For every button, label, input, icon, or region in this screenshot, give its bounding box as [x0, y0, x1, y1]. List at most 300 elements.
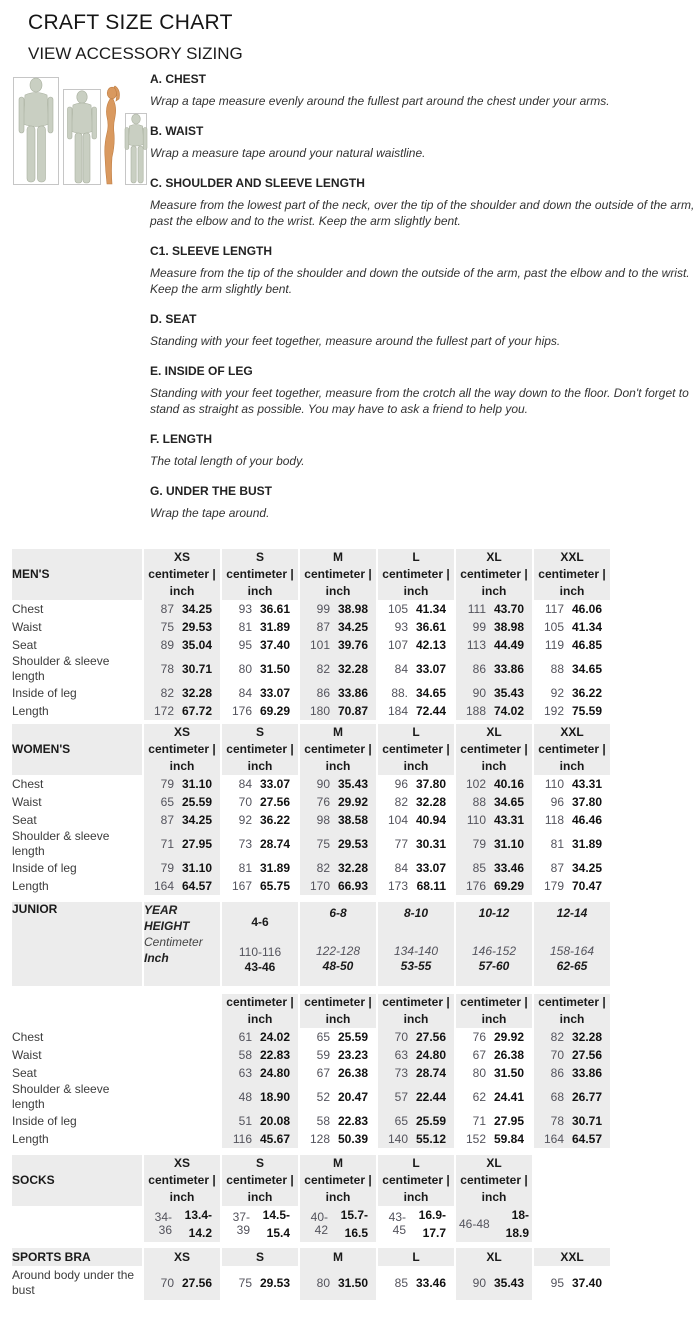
inch-value: 69.29 [259, 704, 290, 718]
unit-column-header [456, 994, 532, 1028]
cm-value: 40-42 [310, 1210, 328, 1237]
measurement-pair [378, 684, 454, 702]
cm-value: 90 [472, 686, 486, 700]
size-label: M [333, 1156, 343, 1170]
measurement-cell [378, 684, 454, 702]
measurement-cell [222, 1046, 298, 1064]
cm-value: 51 [238, 1114, 252, 1128]
cm-value: 110 [544, 777, 564, 791]
measurement-cell [456, 1206, 532, 1242]
inch-value: 29.92 [337, 795, 368, 809]
inch-value: 45.67 [259, 1132, 290, 1146]
measurement-cell [222, 859, 298, 877]
cm-value: 65 [160, 795, 174, 809]
guide-section-heading: B. WAIST [150, 124, 204, 138]
year-column-header [300, 902, 376, 986]
inch-value: 32.28 [337, 662, 368, 676]
measurement-pair [456, 1274, 532, 1292]
measurement-pair [378, 636, 454, 654]
size-label: XS [173, 725, 190, 739]
measurement-cell [456, 1082, 532, 1112]
measurement-cell [378, 1266, 454, 1300]
cm-value: 84 [238, 686, 252, 700]
measurement-pair [456, 835, 532, 853]
inch-value: 31.10 [181, 861, 212, 875]
cm-value: 80 [472, 1066, 486, 1080]
table-row [12, 775, 610, 793]
measurement-pair [534, 793, 610, 811]
measurement-pair [378, 775, 454, 793]
axis-label: HEIGHT [144, 919, 190, 933]
measurement-pair [144, 835, 220, 853]
inch-value: 36.61 [259, 602, 290, 616]
measurement-cell [378, 1028, 454, 1046]
measurement-pair [300, 636, 376, 654]
cm-value: 75 [238, 1276, 252, 1290]
cm-value: 62 [472, 1090, 486, 1104]
unit-inch-label: inch [403, 1190, 429, 1204]
measurement-cell [144, 654, 220, 684]
table-row [12, 600, 610, 618]
measurement-cell [534, 1046, 610, 1064]
inch-value: 18-18.9 [505, 1208, 529, 1240]
size-label: XS [173, 550, 190, 564]
cm-value: 88. [391, 686, 408, 700]
measurement-pair [378, 1088, 454, 1106]
unit-inch-label: inch [169, 759, 195, 773]
unit-column-header [222, 994, 298, 1028]
measurement-cell [378, 702, 454, 720]
guide-section-heading: C1. SLEEVE LENGTH [150, 244, 273, 258]
unit-inch-label: inch [559, 584, 585, 598]
unit-inch-label: inch [559, 759, 585, 773]
table-row [12, 654, 610, 684]
cm-value: 99 [472, 620, 486, 634]
cm-value: 79 [160, 861, 174, 875]
size-column-header [456, 724, 532, 775]
measurement-cell [144, 877, 220, 895]
measurement-pair [378, 1112, 454, 1130]
measurement-pair [378, 877, 454, 895]
measurement-cell [378, 600, 454, 618]
measurement-cell [222, 829, 298, 859]
measurement-pair [534, 660, 610, 678]
cm-value: 82 [160, 686, 174, 700]
unit-inch-label: inch [169, 1190, 195, 1204]
measurement-pair [300, 702, 376, 720]
unit-cm-label: centimeter | [460, 1173, 528, 1187]
measurement-pair [456, 660, 532, 678]
measurement-pair [144, 793, 220, 811]
row-label: Waist [12, 1047, 42, 1062]
inch-value: 22.83 [259, 1048, 290, 1062]
inch-value: 36.22 [571, 686, 602, 700]
inch-value: 41.34 [571, 620, 602, 634]
measurement-cell [534, 793, 610, 811]
unit-cm-label: centimeter | [226, 742, 294, 756]
row-label: Seat [12, 812, 37, 827]
inch-value: 69.29 [493, 879, 524, 893]
measurement-pair [378, 811, 454, 829]
measurement-pair [456, 1206, 532, 1242]
measurement-pair [222, 636, 298, 654]
height-inch-range: 62-65 [556, 959, 588, 973]
measurement-pair [144, 877, 220, 895]
cm-value: 88 [472, 795, 486, 809]
unit-cm-label: centimeter | [226, 995, 294, 1009]
measurement-pair [456, 859, 532, 877]
cm-value: 37-39 [232, 1210, 250, 1237]
table-row [12, 1082, 610, 1112]
measurement-cell [378, 636, 454, 654]
measurement-cell [144, 793, 220, 811]
table-title: JUNIOR [12, 902, 142, 986]
inch-value: 29.92 [493, 1030, 524, 1044]
size-label: S [255, 1156, 264, 1170]
cm-value: 180 [309, 704, 330, 718]
size-label: XL [486, 725, 502, 739]
measurement-cell [300, 859, 376, 877]
cm-value: 77 [394, 837, 408, 851]
view-accessory-sizing-link[interactable]: VIEW ACCESSORY SIZING [28, 44, 243, 63]
height-inch-range: 57-60 [478, 959, 510, 973]
size-label: M [333, 725, 343, 739]
cm-value: 170 [309, 879, 330, 893]
measurement-cell [456, 600, 532, 618]
cm-value: 61 [238, 1030, 252, 1044]
unit-cm-label: centimeter | [538, 567, 606, 581]
measurement-cell [456, 618, 532, 636]
table-row [12, 1064, 610, 1082]
measurement-cell [300, 636, 376, 654]
row-label: Shoulder & sleeve length [12, 829, 110, 858]
size-column-header [222, 724, 298, 775]
unit-cm-label: centimeter | [304, 567, 372, 581]
cm-value: 113 [466, 638, 486, 652]
cm-value: 78 [550, 1114, 564, 1128]
inch-value: 30.71 [571, 1114, 602, 1128]
measurement-pair [300, 1064, 376, 1082]
cm-value: 80 [316, 1276, 330, 1290]
measurement-pair [222, 859, 298, 877]
cm-value: 82 [550, 1030, 564, 1044]
inch-value: 26.77 [571, 1090, 602, 1104]
unit-cm-label: centimeter | [460, 567, 528, 581]
inch-value: 29.53 [259, 1276, 290, 1290]
measurement-cell [222, 600, 298, 618]
table-row [12, 1266, 610, 1300]
size-column-header: S [222, 1248, 298, 1266]
cm-value: 140 [387, 1132, 408, 1146]
guide-section-description: Standing with your feet together, measure around the fullest part of your hips. [150, 334, 561, 348]
table-title: SPORTS BRA [12, 1248, 142, 1266]
cm-value: 85 [394, 1276, 408, 1290]
unit-cm-label: centimeter | [226, 567, 294, 581]
measurement-pair [144, 660, 220, 678]
measurement-cell [534, 1112, 610, 1130]
measurement-pair [144, 636, 220, 654]
measurement-pair [378, 1130, 454, 1148]
measurement-cell [222, 775, 298, 793]
unit-column-header [378, 994, 454, 1028]
measurement-cell [144, 829, 220, 859]
cm-value: 184 [387, 704, 408, 718]
measurement-cell [378, 877, 454, 895]
axis-label: Inch [144, 951, 169, 965]
cm-value: 73 [394, 1066, 408, 1080]
inch-value: 43.31 [493, 813, 524, 827]
inch-value: 32.28 [415, 795, 446, 809]
inch-value: 31.10 [181, 777, 212, 791]
measurement-pair [300, 1130, 376, 1148]
measurement-pair [534, 877, 610, 895]
cm-value: 92 [550, 686, 564, 700]
measurement-pair [534, 618, 610, 636]
measurement-pair [300, 600, 376, 618]
measurement-pair [456, 618, 532, 636]
height-cm-range: 134-140 [393, 944, 439, 958]
measurement-cell [534, 829, 610, 859]
spacer-cell [144, 1064, 220, 1082]
inch-value: 34.25 [181, 813, 212, 827]
cm-value: 92 [238, 813, 252, 827]
cm-value: 86 [472, 662, 486, 676]
measurement-cell [222, 636, 298, 654]
measurement-cell [378, 829, 454, 859]
measurement-cell [300, 775, 376, 793]
inch-value: 31.89 [571, 837, 602, 851]
measurement-pair [222, 1028, 298, 1046]
inch-value: 25.59 [181, 795, 212, 809]
measurement-pair [300, 775, 376, 793]
row-label: Inside of leg [12, 685, 77, 700]
measurement-cell [378, 1206, 454, 1242]
header-row [12, 1248, 610, 1266]
measurement-pair [378, 600, 454, 618]
cm-value: 58 [238, 1048, 252, 1062]
size-label: L [412, 1156, 420, 1170]
inch-value: 14.5-15.4 [262, 1208, 290, 1240]
inch-value: 24.41 [493, 1090, 524, 1104]
measurement-cell [534, 1028, 610, 1046]
measurement-pair [534, 1112, 610, 1130]
measurement-cell [144, 859, 220, 877]
table-row [12, 811, 610, 829]
measurement-pair [534, 775, 610, 793]
inch-value: 20.47 [337, 1090, 368, 1104]
table-row [12, 702, 610, 720]
row-label: Inside of leg [12, 1113, 77, 1128]
inch-value: 22.83 [337, 1114, 368, 1128]
size-column-header [378, 549, 454, 600]
measurement-pair [222, 684, 298, 702]
measurement-cell [378, 859, 454, 877]
measurement-cell [456, 702, 532, 720]
size-column-header: M [300, 1248, 376, 1266]
inch-value: 55.12 [415, 1132, 446, 1146]
inch-value: 70.47 [571, 879, 602, 893]
measurement-cell [300, 600, 376, 618]
unit-column-header [534, 994, 610, 1028]
inch-value: 31.50 [259, 662, 290, 676]
inch-value: 64.57 [571, 1132, 602, 1146]
cm-value: 82 [316, 662, 330, 676]
year-range: 8-10 [403, 906, 429, 920]
inch-value: 27.56 [415, 1030, 446, 1044]
size-label: S [255, 725, 264, 739]
measurement-cell [222, 1130, 298, 1148]
inch-value: 75.59 [571, 704, 602, 718]
cm-value: 128 [309, 1132, 330, 1146]
measurement-pair [456, 600, 532, 618]
cm-value: 86 [316, 686, 330, 700]
cm-value: 102 [465, 777, 486, 791]
row-label: Length [12, 703, 49, 718]
guide-section-description: Measure from the tip of the shoulder and down the outside of the arm, past the elbow and to the wrist. Keep the arm slightly bent. [150, 266, 690, 296]
measurement-pair [378, 835, 454, 853]
measurement-guide [0, 72, 700, 521]
cm-value: 76 [316, 795, 330, 809]
inch-value: 44.49 [493, 638, 524, 652]
measurement-cell [378, 793, 454, 811]
spacer-cell [12, 994, 142, 1028]
inch-value: 28.74 [259, 837, 290, 851]
cm-value: 81 [238, 620, 252, 634]
spacer-cell [144, 994, 220, 1028]
size-label: M [333, 550, 343, 564]
guide-section-heading: D. SEAT [150, 312, 197, 326]
size-column-header [456, 549, 532, 600]
inch-value: 31.50 [493, 1066, 524, 1080]
cm-value: 87 [160, 602, 174, 616]
measurement-cell [378, 1130, 454, 1148]
inch-value: 24.02 [259, 1030, 290, 1044]
header-row [12, 549, 610, 600]
inch-value: 41.34 [415, 602, 446, 616]
table-title: SOCKS [12, 1155, 142, 1206]
cm-value: 80 [238, 662, 252, 676]
unit-cm-label: centimeter | [382, 742, 450, 756]
size-label: L [412, 725, 420, 739]
measurement-pair [144, 600, 220, 618]
cm-value: 70 [160, 1276, 174, 1290]
measurement-cell [378, 1046, 454, 1064]
size-label: XL [486, 550, 502, 564]
cm-value: 63 [394, 1048, 408, 1062]
inch-value: 37.40 [259, 638, 290, 652]
measurement-pair [534, 1046, 610, 1064]
measurement-cell [144, 811, 220, 829]
unit-inch-label: inch [325, 584, 351, 598]
cm-value: 58 [316, 1114, 330, 1128]
table-row [12, 1046, 610, 1064]
cm-value: 167 [231, 879, 252, 893]
measurement-cell [144, 1266, 220, 1300]
inch-value: 28.74 [415, 1066, 446, 1080]
row-label: Waist [12, 794, 42, 809]
unit-cm-label: centimeter | [382, 1173, 450, 1187]
measurement-pair [378, 1046, 454, 1064]
table-row [12, 859, 610, 877]
cm-value: 78 [160, 662, 174, 676]
measurement-pair [144, 775, 220, 793]
measurement-pair [534, 1088, 610, 1106]
measurement-cell [144, 775, 220, 793]
inch-value: 18.90 [259, 1090, 290, 1104]
cm-value: 34-36 [154, 1210, 172, 1237]
cm-value: 105 [543, 620, 564, 634]
inch-value: 38.98 [337, 602, 368, 616]
cm-value: 118 [544, 813, 564, 827]
measurement-cell [300, 654, 376, 684]
unit-cm-label: centimeter | [538, 995, 606, 1009]
spacer-cell [144, 1028, 220, 1046]
measurement-pair [144, 811, 220, 829]
cm-value: 96 [550, 795, 564, 809]
table-row [12, 793, 610, 811]
cm-value: 89 [160, 638, 174, 652]
measurement-cell [534, 1064, 610, 1082]
inch-value: 46.06 [571, 602, 602, 616]
inch-value: 24.80 [259, 1066, 290, 1080]
table-row [12, 618, 610, 636]
unit-cm-label: centimeter | [304, 742, 372, 756]
year-range: 12-14 [556, 906, 588, 920]
spacer-cell [144, 1112, 220, 1130]
inch-value: 25.59 [337, 1030, 368, 1044]
inch-value: 31.50 [337, 1276, 368, 1290]
row-label: Waist [12, 619, 42, 634]
size-column-header [300, 1155, 376, 1206]
cm-value: 104 [387, 813, 408, 827]
row-label [12, 1206, 142, 1242]
measurement-cell [222, 1028, 298, 1046]
unit-cm-label: centimeter | [382, 567, 450, 581]
measurement-cell [534, 775, 610, 793]
measurement-pair [300, 877, 376, 895]
unit-cm-label: centimeter | [226, 1173, 294, 1187]
measurement-cell [534, 1130, 610, 1148]
guide-section-heading: F. LENGTH [150, 432, 212, 446]
guide-section-description: The total length of your body. [150, 454, 305, 468]
year-range: 6-8 [329, 906, 347, 920]
measurement-cell [300, 684, 376, 702]
measurement-pair [222, 1274, 298, 1292]
size-label: L [412, 550, 420, 564]
measurement-cell [378, 618, 454, 636]
measurement-pair [378, 702, 454, 720]
size-column-header [222, 1155, 298, 1206]
unit-cm-label: centimeter | [460, 742, 528, 756]
row-label: Length [12, 1131, 49, 1146]
guide-section-heading: A. CHEST [150, 72, 207, 86]
cm-value: 96 [394, 777, 408, 791]
year-column-header [534, 902, 610, 986]
measurement-pair [222, 618, 298, 636]
measurement-pair [222, 1112, 298, 1130]
measurement-pair [300, 859, 376, 877]
unit-column-header [300, 994, 376, 1028]
measurement-cell [534, 636, 610, 654]
unit-inch-label: inch [247, 1190, 273, 1204]
inch-value: 33.86 [493, 662, 524, 676]
inch-value: 32.28 [181, 686, 212, 700]
size-column-header [144, 549, 220, 600]
cm-value: 75 [316, 837, 330, 851]
measurement-pair [144, 618, 220, 636]
cm-value: 93 [238, 602, 252, 616]
cm-value: 81 [238, 861, 252, 875]
